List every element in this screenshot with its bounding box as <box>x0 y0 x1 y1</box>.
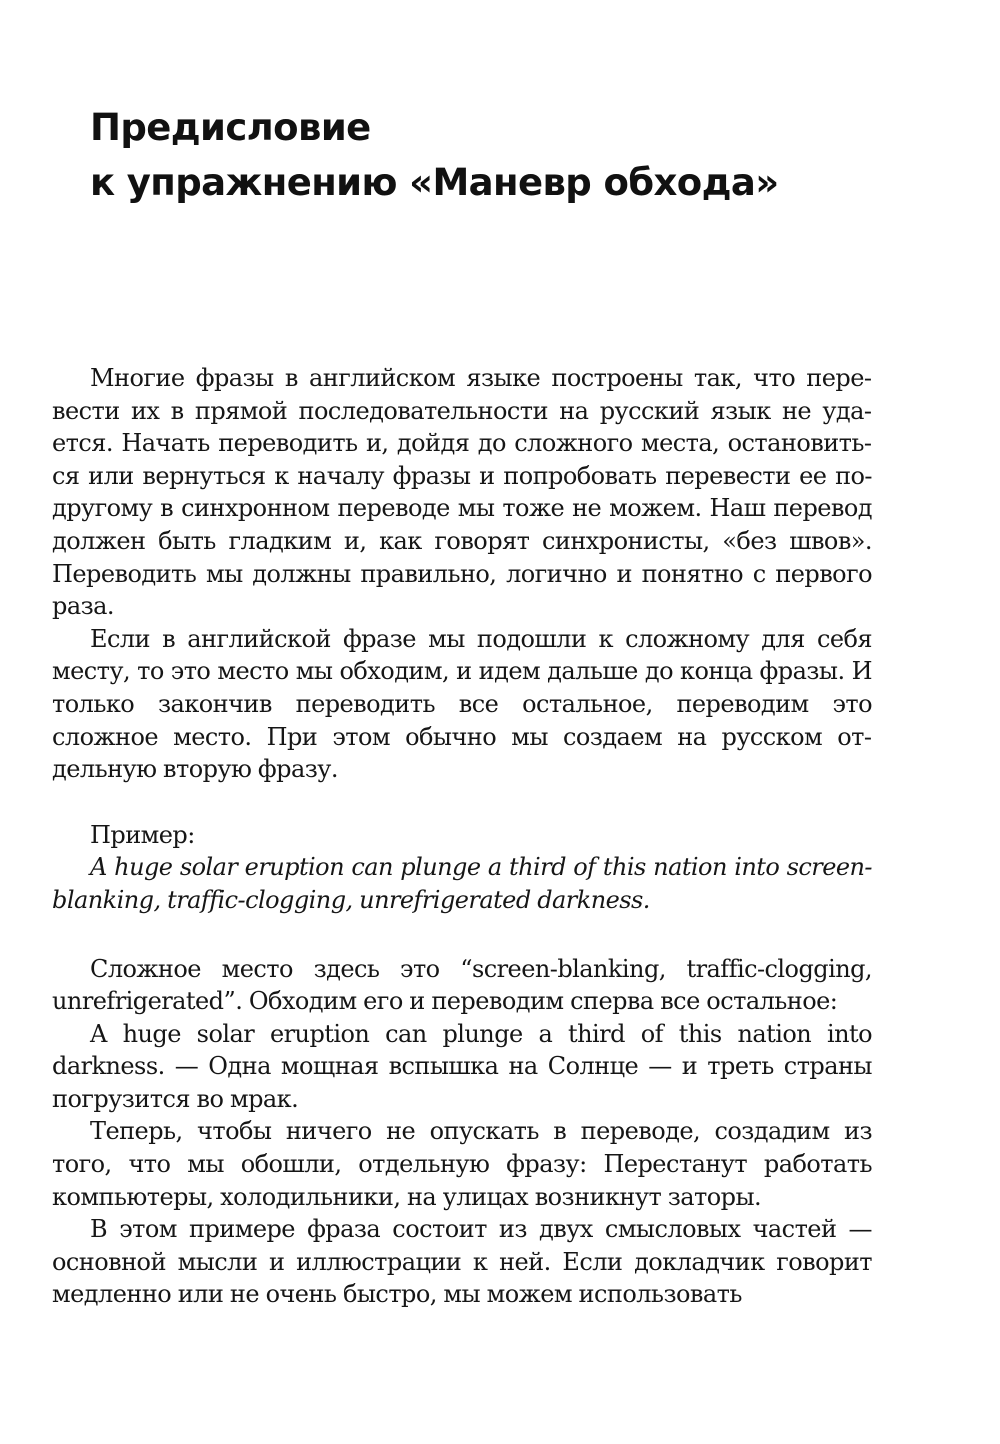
paragraph-translation: A huge solar eruption can plunge a third of this nation into darkness. — Одна мощная вспышка на Солнце — и треть страны погрузится во мрак. <box>52 1019 872 1113</box>
paragraph-difficult-part: Сложное место здесь это “screen-blanking, traffic-clogging, unrefrigerated”. Обходим его и переводим сперва все остальное: <box>52 954 872 1016</box>
paragraph-separate-phrase: Теперь, чтобы ничего не опускать в переводе, создадим из того, что мы обошли, отдельную фразу: Перестанут работать компьютеры, холодильники, на улицах возникнут заторы. <box>52 1117 872 1211</box>
spacer <box>52 786 872 819</box>
body-text <box>52 362 872 1311</box>
example-sentence: A huge solar eruption can plunge a third of this nation into screen-blanking, traffic-clogging, unrefrigerated darkness. <box>52 853 872 914</box>
paragraph-strategy: Если в английской фразе мы подошли к сложному для себя месту, то это место мы обходим, и идем дальше до конца фразы. И только закончив переводить все остальное, переводим это сложное место. При этом обычно мы создаем на русском отдельную вторую фразу. <box>52 624 872 784</box>
page-title <box>90 100 910 210</box>
example-label: Пример: <box>90 820 195 849</box>
paragraph-intro: Многие фразы в английском языке построены так, что перевести их в прямой последовательности на русский язык не удается. Начать переводить и, дойдя до сложного места, остановиться или вернуться к началу фразы и попробовать перевести ее по-другому в синхронном переводе мы тоже не можем. Наш перевод должен быть гладким и, как говорят синхронисты, «без швов». Переводить мы должны правильно, логично и понятно с первого раза. <box>52 364 872 621</box>
spacer <box>52 917 872 953</box>
title-line-2: к упражнению «Маневр обхода» <box>90 161 779 204</box>
title-line-1: Предисловие <box>90 106 371 149</box>
paragraph-structure: В этом примере фраза состоит из двух смысловых частей — основной мысли и иллюстрации к ней. Если докладчик говорит медленно или не очень быстро, мы можем использовать <box>52 1215 872 1309</box>
